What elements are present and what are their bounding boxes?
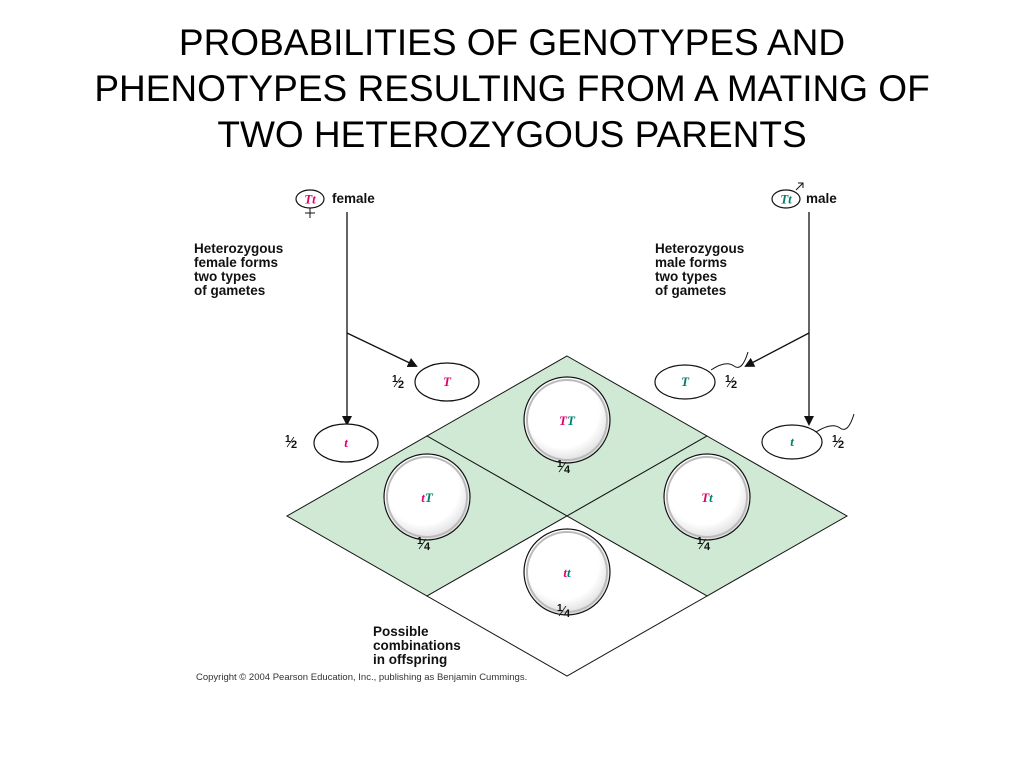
male-gamete-t-prob-num: 1 — [832, 434, 838, 445]
female-gamete-T-prob-num: 1 — [392, 374, 398, 385]
title-line-2: PHENOTYPES RESULTING FROM A MATING OF — [94, 68, 930, 109]
svg-text:2: 2 — [731, 379, 738, 391]
svg-text:4: 4 — [564, 464, 571, 476]
svg-text:T: T — [443, 374, 451, 389]
female-label: female — [332, 191, 375, 206]
svg-text:T: T — [681, 374, 689, 389]
title-line-1: PROBABILITIES OF GENOTYPES AND — [178, 22, 846, 63]
female-allele-2: t — [312, 191, 316, 207]
sperm-tail-icon — [711, 352, 748, 370]
male-gamete-T — [655, 352, 748, 399]
svg-text:1: 1 — [557, 603, 563, 614]
male-branch-arrow — [746, 333, 809, 366]
svg-text:tt: tt — [563, 565, 571, 580]
svg-text:2: 2 — [838, 439, 845, 451]
female-branch-arrow — [347, 333, 416, 366]
female-gamete-T — [392, 363, 479, 401]
female-gamete-t — [285, 424, 378, 462]
svg-text:tT: tT — [421, 490, 433, 505]
male-allele-2: t — [788, 191, 792, 207]
female-allele-1: T — [304, 191, 313, 207]
female-gamete-t-prob-num: 1 — [285, 434, 291, 445]
svg-text:t: t — [790, 434, 794, 449]
male-symbol-icon — [796, 183, 803, 190]
svg-text:1: 1 — [417, 536, 423, 547]
female-parent — [194, 190, 416, 424]
sperm-tail-icon — [816, 414, 854, 432]
svg-text:4: 4 — [424, 541, 431, 553]
svg-text:Tt — [780, 192, 792, 207]
male-label: male — [806, 191, 837, 206]
combinations-label: Possible combinations in offspring — [373, 624, 461, 667]
svg-text:1: 1 — [697, 536, 703, 547]
female-symbol-icon — [305, 208, 315, 218]
male-allele-1: T — [780, 191, 789, 207]
copyright-text: Copyright © 2004 Pearson Education, Inc., publishing as Benjamin Cummings. — [196, 672, 528, 683]
svg-text:4: 4 — [564, 608, 571, 620]
female-description: Heterozygous female forms two types of gametes — [194, 241, 284, 298]
svg-text:1: 1 — [557, 459, 563, 470]
svg-text:2: 2 — [291, 439, 298, 451]
svg-text:2: 2 — [398, 379, 405, 391]
title-line-3: TWO HETEROZYGOUS PARENTS — [217, 114, 807, 155]
male-gamete-t — [762, 414, 854, 459]
svg-text:Tt: Tt — [701, 490, 713, 505]
svg-text:4: 4 — [704, 541, 711, 553]
male-gamete-T-prob-num: 1 — [725, 374, 731, 385]
male-description: Heterozygous male forms two types of gametes — [655, 241, 745, 298]
svg-text:t: t — [344, 435, 348, 450]
svg-text:TT: TT — [559, 413, 575, 428]
svg-text:Tt — [304, 192, 316, 207]
